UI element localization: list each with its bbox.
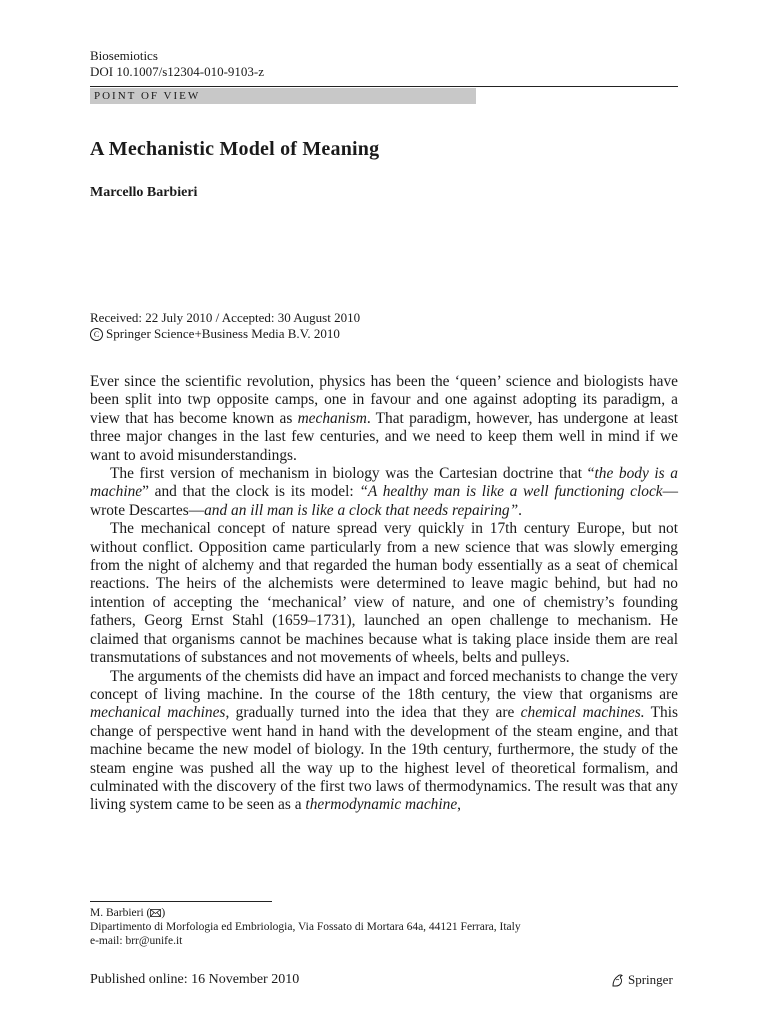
envelope-icon bbox=[150, 909, 161, 917]
paragraph-2 bbox=[90, 465, 678, 520]
paragraph-3 bbox=[90, 520, 678, 667]
text-run: —wrote Descartes— bbox=[90, 483, 678, 519]
article-dates bbox=[90, 310, 360, 342]
text-run: the body is a machine bbox=[90, 465, 678, 501]
text-run: mechanism bbox=[297, 409, 367, 427]
article-author: Marcello Barbieri bbox=[90, 185, 198, 200]
publisher-logo bbox=[610, 972, 673, 988]
section-bar bbox=[90, 88, 476, 104]
received-accepted: Received: 22 July 2010 / Accepted: 30 August 2010 bbox=[90, 310, 361, 325]
springer-horse-icon bbox=[610, 973, 625, 988]
text-run: , gradually turned into the idea that they are bbox=[225, 704, 521, 722]
journal-header bbox=[90, 48, 264, 80]
text-run: This change of perspective went hand in hand with the development of the steam engine, and that machine became the new model of biology. In the 19th century, furthermore, the study of the steam engine was pushed all the way up to the highest level of theoretical formalism, and culminated with the discovery of the first two laws of thermodynamics. The result was that any living system came to be seen as a bbox=[90, 704, 679, 814]
footnote-author: M. Barbieri ( ) bbox=[90, 907, 166, 919]
copyright-icon: C bbox=[90, 328, 103, 341]
text-run: , bbox=[457, 796, 462, 814]
article-title: A Mechanistic Model of Meaning bbox=[90, 138, 380, 160]
copyright-line bbox=[90, 326, 360, 342]
text-run: thermodynamic machine bbox=[305, 796, 458, 814]
text-run: chemical machines. bbox=[520, 704, 645, 722]
footnote-affiliation: Dipartimento di Morfologia ed Embriologia, Via Fossato di Mortara 64a, 44121 Ferrara, Italy bbox=[90, 921, 521, 933]
paragraph-1 bbox=[90, 373, 678, 465]
text-run: “A healthy man is like a well functioning clock bbox=[359, 483, 663, 501]
paragraph-4 bbox=[90, 668, 678, 815]
text-run: The mechanical concept of nature spread very quickly in 17th century Europe, but not without conflict. Opposition came particularly from a new science that was slowly emerging from the night of alchemy and that regarded the human body essentially as a seat of chemical reactions. The heirs of the alchemists were determined to leave magic behind, but had no intention of accepting the ‘mechanical’ view of nature, and one of chemistry’s founding fathers, Georg Ernst Stahl (1659–1731), launched an open challenge to mechanism. He claimed that organisms cannot be machines because what is taking place inside them are real transmutations of substances and not movements of wheels, belts and pulleys. bbox=[90, 520, 678, 667]
text-run: The arguments of the chemists did have an impact and forced mechanists to change the very concept of living machine. In the course of the 18th century, the view that organisms are bbox=[90, 667, 678, 703]
text-run: ” and that the clock is its model: bbox=[142, 483, 360, 501]
header-rule bbox=[90, 86, 678, 87]
article-body bbox=[90, 373, 678, 815]
published-online: Published online: 16 November 2010 bbox=[90, 972, 300, 987]
footnote bbox=[90, 906, 521, 948]
text-run: and an ill man is like a clock that needs repairing” bbox=[204, 501, 519, 519]
text-run: The first version of mechanism in biology was the Cartesian doctrine that “ bbox=[110, 465, 595, 483]
text-run: . That paradigm, however, has undergone at least three major changes in the last few centuries, and we need to keep them well in mind if we want to avoid misunderstandings. bbox=[90, 409, 678, 464]
copyright-text: Springer Science+Business Media B.V. 2010 bbox=[106, 326, 340, 341]
footnote-email[interactable]: e-mail: brr@unife.it bbox=[90, 935, 183, 947]
publisher-name: Springer bbox=[628, 972, 673, 987]
footnote-rule bbox=[90, 901, 272, 902]
text-run: mechanical machines bbox=[90, 704, 226, 722]
section-label: POINT OF VIEW bbox=[94, 90, 201, 102]
text-run: Ever since the scientific revolution, physics has been the ‘queen’ science and biologists have been split into twp opposite camps, one in favour and one against adopting its paradigm, a view that has become known as bbox=[90, 373, 678, 427]
journal-name: Biosemiotics bbox=[90, 48, 158, 63]
doi: DOI 10.1007/s12304-010-9103-z bbox=[90, 64, 265, 79]
text-run: . bbox=[518, 501, 523, 519]
